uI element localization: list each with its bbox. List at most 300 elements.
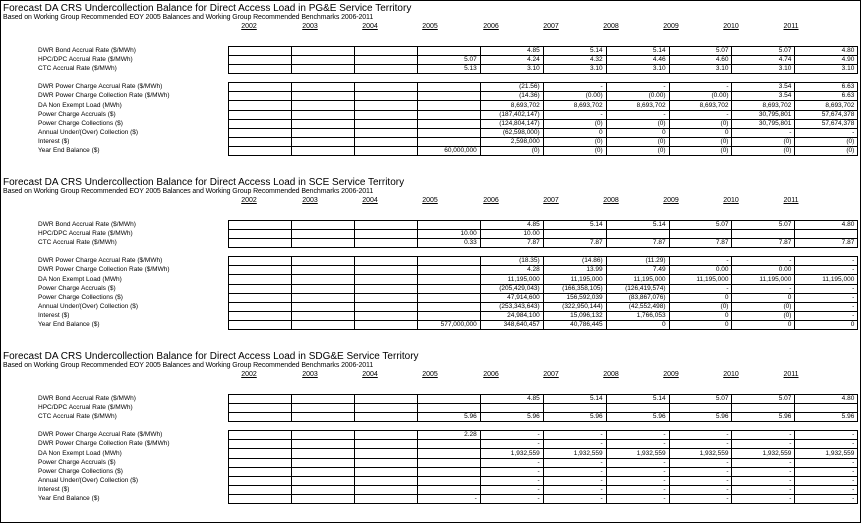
value-cell [543, 404, 606, 413]
value-cell: 7.87 [606, 239, 669, 248]
value-cell [229, 65, 292, 74]
value-cell: - [669, 485, 732, 494]
value-cell [417, 449, 480, 458]
value-cell [292, 476, 355, 485]
value-cell [480, 404, 543, 413]
row-label: DWR Bond Accrual Rate ($/MWh) [38, 395, 136, 403]
value-cell: 4.32 [543, 56, 606, 65]
value-cell: 5.14 [606, 221, 669, 230]
value-cell [292, 320, 355, 329]
row-label: DWR Power Charge Accrual Rate ($/MWh) [38, 83, 163, 91]
table-row [0, 128, 861, 137]
value-cell: 3.10 [543, 65, 606, 74]
row-label: HPC/DPC Accrual Rate ($/MWh) [38, 230, 133, 238]
row-label: DWR Power Charge Accrual Rate ($/MWh) [38, 431, 163, 439]
value-cell: 8,693,702 [543, 101, 606, 110]
value-cell: (253,343,643) [480, 302, 543, 311]
value-cell [292, 302, 355, 311]
value-cell: (21.56) [480, 83, 543, 92]
value-cell: 1,932,559 [480, 449, 543, 458]
value-cell: (0) [606, 146, 669, 155]
value-cell: - [795, 485, 858, 494]
value-cell: 7.87 [732, 239, 795, 248]
value-cell: - [732, 284, 795, 293]
rate-table [0, 220, 861, 248]
year-header: 2008 [603, 23, 619, 30]
value-cell: (0) [795, 137, 858, 146]
year-header: 2005 [422, 197, 438, 204]
value-cell [417, 128, 480, 137]
table-row [0, 110, 861, 119]
value-cell: - [480, 467, 543, 476]
table-row [0, 266, 861, 275]
value-cell: 11,195,000 [480, 275, 543, 284]
value-cell: 2,598,000 [480, 137, 543, 146]
year-header: 2010 [723, 371, 739, 378]
section-title: Forecast DA CRS Undercollection Balance for Direct Access Load in SDG&E Service Territory [3, 351, 419, 362]
value-cell: 8,693,702 [732, 101, 795, 110]
value-cell: 5.96 [732, 413, 795, 422]
value-cell: 10.00 [480, 230, 543, 239]
value-cell [354, 47, 417, 56]
row-label: Power Charge Collections ($) [38, 119, 123, 127]
year-header: 2003 [302, 23, 318, 30]
value-cell [417, 110, 480, 119]
value-cell: (42,552,498) [606, 302, 669, 311]
value-cell [417, 476, 480, 485]
value-cell [354, 440, 417, 449]
value-cell: 11,195,000 [669, 275, 732, 284]
value-cell [292, 92, 355, 101]
value-cell: 5.14 [606, 395, 669, 404]
table-row [0, 302, 861, 311]
table-row [0, 275, 861, 284]
value-cell [292, 128, 355, 137]
value-cell [417, 458, 480, 467]
value-cell [292, 230, 355, 239]
balance-table [0, 430, 861, 504]
row-label: Interest ($) [38, 137, 70, 145]
value-cell: 2.28 [417, 431, 480, 440]
value-cell: (0) [606, 137, 669, 146]
value-cell [229, 146, 292, 155]
value-cell: 8,693,702 [606, 101, 669, 110]
value-cell [292, 293, 355, 302]
value-cell: 3.54 [732, 92, 795, 101]
value-cell [229, 275, 292, 284]
value-cell: - [732, 128, 795, 137]
value-cell [354, 110, 417, 119]
value-cell [543, 230, 606, 239]
value-cell [417, 266, 480, 275]
value-cell: 3.10 [732, 65, 795, 74]
value-cell [354, 83, 417, 92]
value-cell: - [543, 440, 606, 449]
table-row [0, 47, 861, 56]
value-cell [292, 83, 355, 92]
value-cell: 0 [606, 320, 669, 329]
value-cell: (0.00) [669, 92, 732, 101]
value-cell: 30,795,801 [732, 119, 795, 128]
value-cell: (322,950,144) [543, 302, 606, 311]
value-cell [292, 110, 355, 119]
value-cell: 7.87 [795, 239, 858, 248]
row-label: DWR Bond Accrual Rate ($/MWh) [38, 221, 136, 229]
value-cell [417, 302, 480, 311]
row-label: Annual Under/(Over) Collection ($) [38, 302, 139, 310]
table-row [0, 458, 861, 467]
section-subtitle: Based on Working Group Recommended EOY 2005 Balances and Working Group Recommended Benchmarks 2006-2011 [3, 188, 374, 195]
value-cell [229, 230, 292, 239]
value-cell [292, 311, 355, 320]
value-cell [229, 476, 292, 485]
value-cell [229, 458, 292, 467]
value-cell [354, 494, 417, 503]
value-cell: 0 [795, 320, 858, 329]
value-cell [354, 101, 417, 110]
value-cell [292, 266, 355, 275]
value-cell [229, 311, 292, 320]
value-cell: 1,932,559 [606, 449, 669, 458]
value-cell: 4.80 [795, 47, 858, 56]
value-cell: 577,000,000 [417, 320, 480, 329]
row-label: Year End Balance ($) [38, 147, 100, 154]
value-cell [229, 404, 292, 413]
value-cell: - [480, 440, 543, 449]
value-cell: - [795, 311, 858, 320]
value-cell: 4.28 [480, 266, 543, 275]
value-cell: - [669, 476, 732, 485]
value-cell [292, 221, 355, 230]
value-cell: - [669, 110, 732, 119]
value-cell [292, 119, 355, 128]
value-cell: 0.33 [417, 239, 480, 248]
value-cell: - [795, 458, 858, 467]
table-row [0, 485, 861, 494]
year-header: 2002 [241, 197, 257, 204]
value-cell: 348,640,457 [480, 320, 543, 329]
value-cell: - [732, 458, 795, 467]
value-cell: - [480, 485, 543, 494]
value-cell: 5.14 [606, 47, 669, 56]
value-cell [354, 92, 417, 101]
value-cell: 5.07 [732, 395, 795, 404]
value-cell: 11,195,000 [732, 275, 795, 284]
value-cell: 30,795,801 [732, 110, 795, 119]
value-cell [354, 467, 417, 476]
value-cell: (0) [732, 302, 795, 311]
value-cell: (0) [732, 146, 795, 155]
table-row [0, 467, 861, 476]
value-cell: 47,914,600 [480, 293, 543, 302]
value-cell [732, 404, 795, 413]
section-title: Forecast DA CRS Undercollection Balance for Direct Access Load in SCE Service Territory [3, 177, 405, 188]
value-cell: (0.00) [543, 92, 606, 101]
year-header: 2010 [723, 197, 739, 204]
value-cell: - [795, 476, 858, 485]
value-cell: 0.00 [732, 266, 795, 275]
value-cell [229, 320, 292, 329]
value-cell: 5.07 [732, 47, 795, 56]
value-cell: 5.96 [795, 413, 858, 422]
value-cell [417, 293, 480, 302]
value-cell [417, 284, 480, 293]
rate-table [0, 394, 861, 422]
value-cell: 6.63 [795, 92, 858, 101]
value-cell: 3.10 [480, 65, 543, 74]
value-cell [354, 257, 417, 266]
balance-table [0, 82, 861, 156]
value-cell: 15,096,132 [543, 311, 606, 320]
value-cell: 11,195,000 [606, 275, 669, 284]
value-cell: - [732, 494, 795, 503]
row-label: DWR Power Charge Accrual Rate ($/MWh) [38, 257, 163, 265]
section-subtitle: Based on Working Group Recommended EOY 2005 Balances and Working Group Recommended Benchmarks 2006-2011 [3, 14, 374, 21]
value-cell: 5.96 [669, 413, 732, 422]
value-cell: - [606, 467, 669, 476]
value-cell [669, 230, 732, 239]
value-cell [292, 56, 355, 65]
value-cell: (0) [669, 302, 732, 311]
value-cell: 1,932,559 [732, 449, 795, 458]
year-header: 2006 [483, 371, 499, 378]
row-label: DWR Power Charge Collection Rate ($/MWh) [38, 92, 170, 100]
row-label: HPC/DPC Accrual Rate ($/MWh) [38, 404, 133, 412]
value-cell: - [732, 431, 795, 440]
value-cell [606, 230, 669, 239]
value-cell [292, 449, 355, 458]
value-cell: 3.10 [669, 65, 732, 74]
year-header: 2009 [663, 23, 679, 30]
value-cell [354, 476, 417, 485]
value-cell: 4.90 [795, 56, 858, 65]
value-cell [417, 440, 480, 449]
value-cell [354, 230, 417, 239]
value-cell: - [732, 440, 795, 449]
table-row [0, 239, 861, 248]
value-cell: (14.36) [480, 92, 543, 101]
value-cell: (187,402,147) [480, 110, 543, 119]
value-cell: 6.63 [795, 83, 858, 92]
value-cell [417, 119, 480, 128]
value-cell [417, 467, 480, 476]
row-label: Power Charge Accruals ($) [38, 284, 116, 292]
value-cell: - [606, 476, 669, 485]
value-cell: - [606, 110, 669, 119]
value-cell [354, 266, 417, 275]
row-label: Power Charge Accruals ($) [38, 110, 116, 118]
value-cell: 5.96 [543, 413, 606, 422]
year-header: 2009 [663, 371, 679, 378]
year-header: 2002 [241, 371, 257, 378]
value-cell: 4.85 [480, 395, 543, 404]
value-cell: 1,932,559 [795, 449, 858, 458]
value-cell: 11,195,000 [795, 275, 858, 284]
year-header: 2008 [603, 371, 619, 378]
value-cell [417, 137, 480, 146]
value-cell: - [669, 284, 732, 293]
value-cell [229, 413, 292, 422]
value-cell: 24,984,100 [480, 311, 543, 320]
value-cell: 13.99 [543, 266, 606, 275]
row-label: CTC Accrual Rate ($/MWh) [38, 413, 117, 421]
value-cell [229, 92, 292, 101]
value-cell: (0) [669, 146, 732, 155]
value-cell: - [732, 476, 795, 485]
value-cell: - [480, 476, 543, 485]
value-cell: - [669, 494, 732, 503]
value-cell: - [795, 302, 858, 311]
value-cell [229, 119, 292, 128]
value-cell [354, 458, 417, 467]
value-cell: 5.07 [669, 395, 732, 404]
value-cell: 0 [732, 320, 795, 329]
row-label: Year End Balance ($) [38, 495, 100, 502]
value-cell: 5.96 [480, 413, 543, 422]
value-cell: 5.14 [543, 221, 606, 230]
value-cell: (0) [480, 146, 543, 155]
year-header: 2007 [543, 23, 559, 30]
value-cell: - [669, 458, 732, 467]
value-cell [229, 440, 292, 449]
value-cell: 0.00 [669, 266, 732, 275]
value-cell: - [669, 431, 732, 440]
value-cell [292, 257, 355, 266]
value-cell: - [669, 83, 732, 92]
table-row [0, 320, 861, 329]
value-cell [417, 395, 480, 404]
year-header: 2007 [543, 371, 559, 378]
year-header: 2010 [723, 23, 739, 30]
section-title: Forecast DA CRS Undercollection Balance for Direct Access Load in PG&E Service Territory [3, 3, 412, 14]
year-header: 2006 [483, 23, 499, 30]
value-cell: (0) [543, 146, 606, 155]
value-cell [229, 128, 292, 137]
row-label: Power Charge Collections ($) [38, 293, 123, 301]
year-header: 2002 [241, 23, 257, 30]
value-cell: 156,592,039 [543, 293, 606, 302]
value-cell: - [669, 467, 732, 476]
value-cell: - [543, 458, 606, 467]
value-cell: (0) [669, 137, 732, 146]
table-row [0, 101, 861, 110]
value-cell: - [606, 83, 669, 92]
year-header: 2004 [362, 371, 378, 378]
value-cell: 5.14 [543, 47, 606, 56]
value-cell: 7.87 [543, 239, 606, 248]
value-cell: - [795, 440, 858, 449]
value-cell: 4.85 [480, 47, 543, 56]
value-cell: 7.87 [480, 239, 543, 248]
value-cell: - [732, 467, 795, 476]
table-row [0, 230, 861, 239]
table-row [0, 137, 861, 146]
value-cell [417, 221, 480, 230]
value-cell [292, 395, 355, 404]
value-cell [417, 101, 480, 110]
value-cell: (166,358,105) [543, 284, 606, 293]
value-cell: 5.96 [417, 413, 480, 422]
value-cell: 0 [669, 293, 732, 302]
value-cell: 0 [669, 128, 732, 137]
value-cell: 8,693,702 [795, 101, 858, 110]
table-row [0, 119, 861, 128]
year-header: 2011 [783, 197, 799, 204]
value-cell [229, 431, 292, 440]
value-cell: - [480, 431, 543, 440]
value-cell: 4.60 [669, 56, 732, 65]
value-cell [354, 485, 417, 494]
value-cell [354, 221, 417, 230]
value-cell [229, 221, 292, 230]
value-cell [417, 47, 480, 56]
value-cell: 4.24 [480, 56, 543, 65]
value-cell: (0) [606, 119, 669, 128]
year-header: 2003 [302, 197, 318, 204]
value-cell [229, 494, 292, 503]
row-label: DWR Power Charge Collection Rate ($/MWh) [38, 266, 170, 274]
value-cell: 5.07 [417, 56, 480, 65]
value-cell: - [795, 257, 858, 266]
value-cell: - [543, 485, 606, 494]
value-cell [292, 137, 355, 146]
value-cell: - [606, 494, 669, 503]
value-cell [229, 47, 292, 56]
value-cell: - [795, 284, 858, 293]
value-cell: 0 [732, 293, 795, 302]
value-cell [229, 284, 292, 293]
value-cell [354, 146, 417, 155]
table-row [0, 476, 861, 485]
row-label: Annual Under/(Over) Collection ($) [38, 128, 139, 136]
value-cell: 5.96 [606, 413, 669, 422]
value-cell: - [606, 458, 669, 467]
value-cell: - [795, 266, 858, 275]
value-cell: (205,429,043) [480, 284, 543, 293]
value-cell [354, 413, 417, 422]
table-row [0, 311, 861, 320]
value-cell: - [480, 458, 543, 467]
row-label: Interest ($) [38, 311, 70, 319]
value-cell [795, 230, 858, 239]
value-cell [292, 494, 355, 503]
value-cell [229, 101, 292, 110]
balance-table [0, 256, 861, 330]
value-cell: (18.35) [480, 257, 543, 266]
value-cell [795, 404, 858, 413]
value-cell [229, 449, 292, 458]
value-cell: - [543, 431, 606, 440]
row-label: HPC/DPC Accrual Rate ($/MWh) [38, 56, 133, 64]
value-cell: - [480, 494, 543, 503]
value-cell: 4.85 [480, 221, 543, 230]
value-cell: 57,674,378 [795, 110, 858, 119]
value-cell [354, 56, 417, 65]
value-cell: 4.80 [795, 395, 858, 404]
value-cell: - [543, 83, 606, 92]
year-header: 2005 [422, 371, 438, 378]
value-cell: (126,419,574) [606, 284, 669, 293]
table-row [0, 146, 861, 155]
value-cell: (0) [669, 119, 732, 128]
row-label: DWR Bond Accrual Rate ($/MWh) [38, 47, 136, 55]
value-cell: (62,598,000) [480, 128, 543, 137]
value-cell [292, 65, 355, 74]
year-header: 2011 [783, 371, 799, 378]
value-cell: - [795, 293, 858, 302]
value-cell: 8,693,702 [480, 101, 543, 110]
value-cell [229, 302, 292, 311]
